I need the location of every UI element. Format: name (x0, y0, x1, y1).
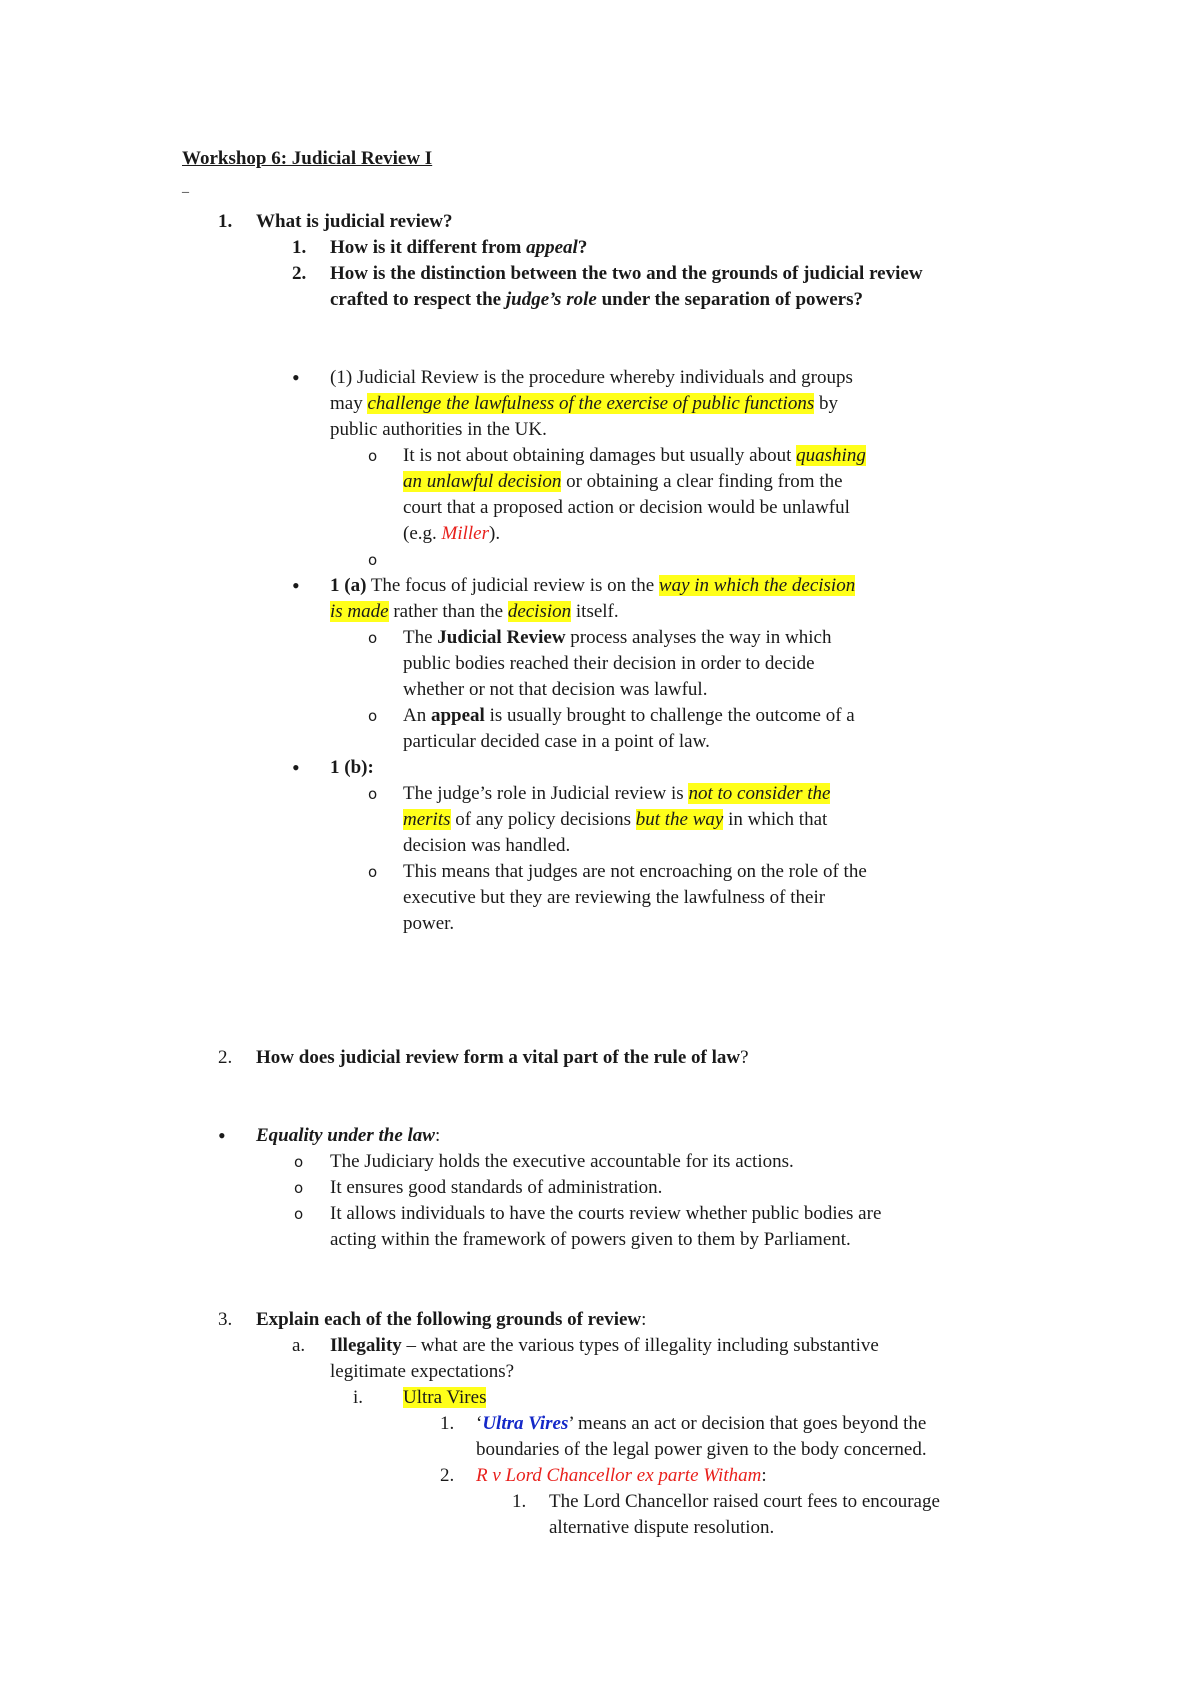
a2-item3-line2: acting within the framework of powers given to them by Parliament. (330, 1229, 851, 1250)
stray-mark: _ (182, 180, 189, 195)
q3-n1-line2: boundaries of the legal power given to the body concerned. (476, 1439, 927, 1460)
a2-heading: Equality under the law: (256, 1125, 441, 1146)
q1-sub2-line1: How is the distinction between the two and the grounds of judicial review (330, 263, 923, 284)
sub-bullet-icon: o (368, 863, 378, 881)
q3-text: Explain each of the following grounds of review: (256, 1309, 647, 1330)
a2-item3-line1: It allows individuals to have the courts review whether public bodies are (330, 1203, 882, 1224)
q1-sub2-line2: crafted to respect the judge’s role under the separation of powers? (330, 289, 863, 310)
a1-s2-line3: whether or not that decision was lawful. (403, 679, 708, 700)
q3-n2-text: R v Lord Chancellor ex parte Witham: (476, 1465, 767, 1486)
q1-number: 1. (218, 211, 233, 232)
a1-s1-line4: (e.g. Miller). (403, 523, 501, 544)
bullet-icon: • (292, 365, 300, 390)
sub-bullet-icon: o (294, 1179, 304, 1197)
a1-s4-line3: decision was handled. (403, 835, 571, 856)
bullet-icon: • (292, 573, 300, 598)
sub-bullet-icon: o (294, 1153, 304, 1171)
q1-text: What is judicial review? (256, 211, 453, 232)
a1-s5-line3: power. (403, 913, 455, 934)
q3-i-numeral: i. (353, 1387, 364, 1408)
q1-sub1-number: 1. (292, 237, 307, 258)
sub-bullet-icon: o (368, 629, 378, 647)
q3-n3-number: 1. (512, 1491, 527, 1512)
a1-p1-line3: public authorities in the UK. (330, 419, 547, 440)
a1-s2-line1: The Judicial Review process analyses the way in which (403, 627, 832, 648)
page-title: Workshop 6: Judicial Review I (182, 148, 433, 169)
sub-bullet-icon: o (368, 707, 378, 725)
q3-i-text: Ultra Vires (403, 1387, 487, 1408)
a1-s5-line2: executive but they are reviewing the lawfulness of their (403, 887, 826, 908)
q3-n1-number: 1. (440, 1413, 455, 1434)
q3-number: 3. (218, 1309, 233, 1330)
a2-item2: It ensures good standards of administration. (330, 1177, 663, 1198)
a1-s2-line2: public bodies reached their decision in order to decide (403, 653, 815, 674)
q1-sub2-number: 2. (292, 263, 307, 284)
q3-n1-line1: ‘Ultra Vires’ means an act or decision that goes beyond the (476, 1413, 927, 1434)
a1-s3-line1: An appeal is usually brought to challenge the outcome of a (403, 705, 855, 726)
bullet-icon: • (292, 755, 300, 780)
a1-s1-line2: an unlawful decision or obtaining a clear finding from the (403, 471, 843, 492)
a1-s4-line2: merits of any policy decisions but the way in which that (403, 809, 828, 830)
a1-p1-line2: may challenge the lawfulness of the exercise of public functions by (330, 393, 838, 414)
q2-number: 2. (218, 1047, 233, 1068)
a1-p2-line1: 1 (a) The focus of judicial review is on the way in which the decision (330, 575, 856, 596)
q3-n3-line2: alternative dispute resolution. (549, 1517, 775, 1538)
a1-s5-line1: This means that judges are not encroaching on the role of the (403, 861, 867, 882)
bullet-icon: • (218, 1123, 226, 1148)
sub-bullet-icon: o (294, 1205, 304, 1223)
a1-s4-line1: The judge’s role in Judicial review is not to consider the (403, 783, 831, 804)
a1-s1-line1: It is not about obtaining damages but usually about quashing (403, 445, 866, 466)
q1-sub1-text: How is it different from appeal? (330, 237, 588, 258)
sub-bullet-icon: o (368, 551, 378, 569)
sub-bullet-icon: o (368, 785, 378, 803)
q3-a-line2: legitimate expectations? (330, 1361, 515, 1382)
a1-p3-line1: 1 (b): (330, 757, 374, 778)
a1-s3-line2: particular decided case in a point of law. (403, 731, 710, 752)
q2-text: How does judicial review form a vital part of the rule of law? (256, 1047, 749, 1068)
q3-a-line1: Illegality – what are the various types of illegality including substantive (330, 1335, 879, 1356)
q3-n3-line1: The Lord Chancellor raised court fees to encourage (549, 1491, 940, 1512)
q3-a-letter: a. (292, 1335, 306, 1356)
a1-p2-line2: is made rather than the decision itself. (330, 601, 619, 622)
a2-item1: The Judiciary holds the executive accountable for its actions. (330, 1151, 794, 1172)
a1-p1-line1: (1) Judicial Review is the procedure whereby individuals and groups (330, 367, 853, 388)
a1-s1-line3: court that a proposed action or decision would be unlawful (403, 497, 850, 518)
sub-bullet-icon: o (368, 447, 378, 465)
q3-n2-number: 2. (440, 1465, 455, 1486)
